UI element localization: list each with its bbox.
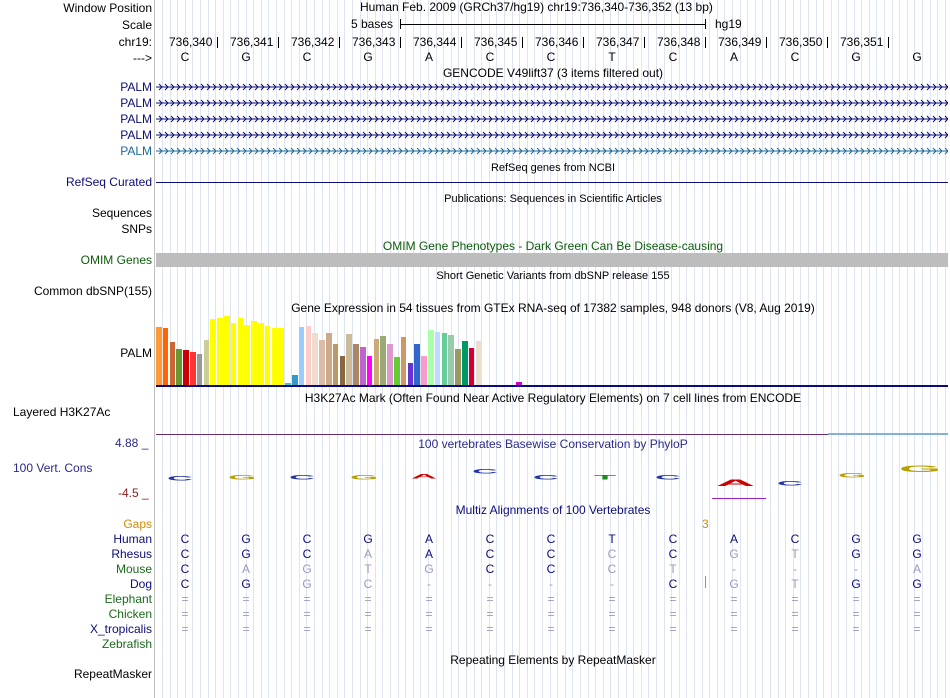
alignment-base: = (547, 607, 555, 621)
base-letter: G (241, 50, 251, 64)
refseq-track-label[interactable]: RefSeq Curated (65, 175, 152, 189)
omim-track-title: OMIM Gene Phenotypes - Dark Green Can Be Disease-causing (382, 239, 724, 253)
gencode-feature-line[interactable] (156, 98, 948, 108)
alignment-base: - (793, 562, 797, 576)
alignment-base: - (854, 562, 858, 576)
gtex-tissue-bar[interactable] (394, 357, 400, 385)
dbsnp-track-label[interactable]: Common dbSNP(155) (33, 284, 152, 298)
ruler-tick (827, 37, 828, 48)
ruler-coordinate: 736,342 (291, 35, 335, 49)
alignment-base: C (790, 532, 800, 546)
species-label-zebrafish: Zebrafish (101, 637, 152, 651)
gencode-feature-line[interactable] (156, 130, 948, 140)
alignment-base: A (424, 547, 433, 561)
gtex-tissue-bar[interactable] (176, 349, 182, 385)
cons-negative-marker (712, 498, 766, 499)
ruler-tick (400, 37, 401, 48)
species-label-mouse: Mouse (115, 562, 152, 576)
ruler-tick (217, 37, 218, 48)
alignment-base: T (364, 562, 372, 576)
alignment-base: C (302, 547, 312, 561)
alignment-base: G (851, 547, 861, 561)
gtex-tissue-bar[interactable] (435, 332, 441, 385)
alignment-base: C (485, 562, 495, 576)
scale-text: 5 bases (351, 17, 394, 31)
scale-label: Scale (121, 18, 152, 32)
gtex-tissue-bar[interactable] (421, 356, 427, 385)
alignment-base: = (852, 607, 860, 621)
alignment-base: = (181, 622, 189, 636)
conservation-glyph: C (777, 480, 804, 487)
gtex-tissue-bar[interactable] (224, 316, 230, 385)
gencode-track-label-5[interactable]: PALM (120, 144, 152, 158)
alignment-base: = (669, 607, 677, 621)
gtex-tissue-bar[interactable] (387, 344, 393, 385)
alignment-base: = (913, 622, 921, 636)
gtex-tissue-bar[interactable] (367, 356, 373, 385)
alignment-base: A (912, 562, 921, 576)
alignment-base: G (729, 577, 739, 591)
base-letter: G (851, 50, 861, 64)
alignment-base: C (607, 562, 617, 576)
omim-track-label[interactable]: OMIM Genes (80, 253, 152, 267)
scale-bar (400, 19, 706, 29)
ruler-coordinate: 736,349 (718, 35, 762, 49)
alignment-base: = (669, 592, 677, 606)
alignment-base: = (608, 607, 616, 621)
alignment-base: G (241, 577, 251, 591)
ruler-tick (278, 37, 279, 48)
alignment-base: = (364, 607, 372, 621)
alignment-base: G (241, 532, 251, 546)
species-label-elephant: Elephant (104, 592, 152, 606)
conservation-glyph: C (472, 468, 499, 475)
alignment-base: = (425, 607, 433, 621)
cons-track-title: 100 vertebrates Basewise Conservation by PhyloP (418, 437, 688, 451)
alignment-base: = (852, 622, 860, 636)
cons-min-label: -4.5 _ (118, 486, 149, 500)
ruler-tick (644, 37, 645, 48)
base-letter: C (180, 50, 190, 64)
gtex-tissue-bar[interactable] (306, 326, 312, 385)
gtex-tissue-bar[interactable] (353, 344, 359, 385)
gap-marker (705, 576, 706, 588)
gtex-tissue-bar[interactable] (244, 325, 250, 385)
scale-db-label: hg19 (715, 17, 742, 31)
gtex-tissue-bar[interactable] (292, 375, 298, 385)
alignment-base: G (302, 577, 312, 591)
gtex-tissue-bar[interactable] (340, 356, 346, 385)
alignment-base: = (181, 607, 189, 621)
conservation-glyph: C (655, 474, 682, 481)
ruler-coordinate: 736,351 (840, 35, 884, 49)
alignment-base: C (546, 532, 556, 546)
ruler-tick (339, 37, 340, 48)
gtex-tissue-bar[interactable] (442, 333, 448, 385)
alignment-base: T (791, 547, 799, 561)
base-letter: C (546, 50, 556, 64)
gtex-tissue-bar[interactable] (183, 350, 189, 385)
conservation-glyph: C (533, 474, 560, 481)
ruler-coordinate: 736,350 (779, 35, 823, 49)
alignment-base: G (851, 532, 861, 546)
ruler-tick (583, 37, 584, 48)
gencode-track-label-1[interactable]: PALM (120, 80, 152, 94)
h3k27ac-track-label[interactable]: Layered H3K27Ac (13, 405, 111, 419)
gtex-tissue-bar[interactable] (265, 326, 271, 385)
ruler-coordinate: 736,347 (596, 35, 640, 49)
alignment-base: = (242, 607, 250, 621)
alignment-base: T (669, 562, 677, 576)
sequences-track-label[interactable]: Sequences (91, 206, 152, 220)
alignment-base: C (363, 577, 373, 591)
gtex-tissue-bar[interactable] (238, 318, 244, 385)
alignment-base: = (547, 592, 555, 606)
gtex-tissue-bar[interactable] (469, 348, 475, 385)
gtex-tissue-bar[interactable] (204, 340, 210, 385)
label-divider (154, 0, 155, 698)
gaps-label: Gaps (123, 517, 152, 531)
gtex-tissue-bar[interactable] (217, 318, 223, 385)
species-label-dog: Dog (129, 577, 152, 591)
alignment-base: = (486, 592, 494, 606)
gtex-tissue-bar[interactable] (272, 328, 278, 385)
alignment-base: = (303, 592, 311, 606)
gtex-tissue-bar[interactable] (346, 334, 352, 385)
alignment-base: A (729, 532, 738, 546)
gtex-tissue-bar[interactable] (428, 330, 434, 385)
gtex-tissue-bar[interactable] (333, 344, 339, 385)
alignment-base: = (364, 622, 372, 636)
species-label-rhesus: Rhesus (111, 547, 152, 561)
alignment-base: G (241, 547, 251, 561)
alignment-base: = (791, 592, 799, 606)
snps-track-label[interactable]: SNPs (121, 222, 152, 236)
alignment-base: = (791, 607, 799, 621)
alignment-base: = (486, 622, 494, 636)
ruler-coordinate: 736,343 (352, 35, 396, 49)
gtex-tissue-bar[interactable] (319, 340, 325, 385)
alignment-base: = (364, 592, 372, 606)
alignment-base: T (791, 577, 799, 591)
conservation-glyph: A (411, 473, 438, 480)
base-letter: G (912, 50, 922, 64)
base-letter: G (363, 50, 373, 64)
alignment-base: - (610, 577, 614, 591)
ruler-tick (705, 37, 706, 48)
gencode-track-title: GENCODE V49lift37 (3 items filtered out) (442, 66, 664, 80)
alignment-base: G (912, 532, 922, 546)
base-letter: A (729, 50, 738, 64)
alignment-base: C (546, 562, 556, 576)
alignment-base: - (427, 577, 431, 591)
gencode-feature-line[interactable] (156, 114, 948, 124)
gtex-tissue-bar[interactable] (476, 341, 482, 385)
species-label-xtropicalis: X_tropicalis (89, 622, 152, 636)
assembly-position-text: Human Feb. 2009 (GRCh37/hg19) chr19:736,340-736,352 (13 bp) (360, 0, 713, 14)
base-letter: A (424, 50, 433, 64)
ruler-coordinate: 736,341 (230, 35, 274, 49)
repeatmasker-track-label[interactable]: RepeatMasker (73, 667, 152, 681)
alignment-base: C (180, 532, 190, 546)
base-letter: T (608, 50, 616, 64)
alignment-base: - (549, 577, 553, 591)
conservation-glyph: C (289, 474, 316, 481)
alignment-base: - (732, 562, 736, 576)
alignment-base: C (485, 547, 495, 561)
gtex-tissue-bar[interactable] (401, 337, 407, 385)
alignment-base: G (363, 532, 373, 546)
base-letter: C (668, 50, 678, 64)
gtex-track-title: Gene Expression in 54 tissues from GTEx RNA-seq of 17382 samples, 948 donors (V8, Aug 2019) (291, 301, 815, 315)
alignment-base: C (607, 547, 617, 561)
alignment-base: = (791, 622, 799, 636)
gtex-baseline (156, 385, 948, 387)
alignment-base: = (913, 607, 921, 621)
alignment-base: - (488, 577, 492, 591)
conservation-glyph: C (167, 475, 194, 482)
strand-label: ---> (133, 51, 152, 65)
gtex-tissue-bar[interactable] (258, 323, 264, 385)
gtex-tissue-bar[interactable] (278, 328, 284, 385)
gtex-tissue-bar[interactable] (408, 363, 414, 385)
alignment-base: = (669, 622, 677, 636)
ruler-coordinate: 736,348 (657, 35, 701, 49)
alignment-base: = (852, 592, 860, 606)
alignment-base: C (668, 532, 678, 546)
conservation-glyph: G (899, 464, 942, 474)
alignment-base: A (241, 562, 250, 576)
alignment-base: G (729, 547, 739, 561)
refseq-feature-line[interactable] (156, 182, 948, 183)
h3k27ac-track-title: H3K27Ac Mark (Often Found Near Active Regulatory Elements) on 7 cell lines from ENCODE (304, 391, 802, 405)
alignment-base: = (730, 592, 738, 606)
gencode-feature-line[interactable] (156, 82, 948, 92)
ruler-coordinate: 736,344 (413, 35, 457, 49)
alignment-base: G (912, 547, 922, 561)
omim-feature-bar[interactable] (156, 253, 948, 267)
cons-track-label[interactable]: 100 Vert. Cons (13, 461, 93, 475)
cons-max-label: 4.88 _ (115, 436, 149, 450)
conservation-glyph: G (838, 472, 867, 479)
ruler-coordinate: 736,340 (169, 35, 213, 49)
gtex-tissue-bar[interactable] (374, 339, 380, 385)
gtex-tissue-bar[interactable] (299, 327, 305, 385)
gtex-tissue-bar[interactable] (326, 333, 332, 385)
gtex-tissue-bar[interactable] (170, 342, 176, 385)
ruler-tick (766, 37, 767, 48)
alignment-base: = (425, 622, 433, 636)
gtex-tissue-bar[interactable] (380, 336, 386, 385)
alignment-base: G (912, 577, 922, 591)
alignment-base: C (668, 577, 678, 591)
alignment-base: C (668, 547, 678, 561)
base-letter: C (485, 50, 495, 64)
gap-count: 3 (702, 517, 709, 531)
repeatmasker-track-title: Repeating Elements by RepeatMasker (450, 653, 656, 667)
gtex-tissue-bar[interactable] (448, 335, 454, 385)
alignment-base: = (181, 592, 189, 606)
gtex-track-label[interactable]: PALM (120, 346, 152, 360)
multiz-track-title: Multiz Alignments of 100 Vertebrates (455, 503, 651, 517)
conservation-glyph: G (350, 474, 379, 481)
alignment-base: G (851, 577, 861, 591)
alignment-base: = (486, 607, 494, 621)
conservation-glyph: G (228, 474, 257, 481)
alignment-base: A (424, 532, 433, 546)
gtex-tissue-bar[interactable] (156, 327, 162, 385)
gtex-tissue-bar[interactable] (251, 321, 257, 385)
window-position-label: Window Position (63, 1, 152, 15)
gencode-track-label-4[interactable]: PALM (120, 128, 152, 142)
alignment-base: C (180, 547, 190, 561)
gtex-tissue-bar[interactable] (455, 349, 461, 385)
gtex-tissue-bar[interactable] (231, 323, 237, 385)
alignment-base: C (546, 547, 556, 561)
base-letter: C (790, 50, 800, 64)
gencode-track-label-3[interactable]: PALM (120, 112, 152, 126)
base-letter: C (302, 50, 312, 64)
gtex-tissue-bar[interactable] (163, 328, 169, 385)
gtex-tissue-bar[interactable] (197, 354, 203, 385)
gtex-tissue-bar[interactable] (462, 341, 468, 385)
alignment-base: = (303, 622, 311, 636)
alignment-base: = (242, 592, 250, 606)
alignment-base: = (242, 622, 250, 636)
gtex-tissue-bar[interactable] (210, 319, 216, 385)
ruler-tick (888, 37, 889, 48)
gencode-track-label-2[interactable]: PALM (120, 96, 152, 110)
gtex-tissue-bar[interactable] (312, 333, 318, 385)
ruler-coordinate: 736,345 (474, 35, 518, 49)
alignment-base: = (303, 607, 311, 621)
publications-track-title: Publications: Sequences in Scientific Articles (444, 193, 662, 205)
h3k27ac-signal-line-high (828, 433, 948, 435)
gtex-tissue-bar[interactable] (414, 344, 420, 385)
alignment-base: = (608, 622, 616, 636)
alignment-base: G (424, 562, 434, 576)
alignment-base: C (180, 562, 190, 576)
alignment-base: C (485, 532, 495, 546)
alignment-base: T (608, 532, 616, 546)
alignment-base: = (547, 622, 555, 636)
alignment-base: C (302, 532, 312, 546)
alignment-base: C (180, 577, 190, 591)
alignment-base: = (425, 592, 433, 606)
conservation-glyph: T (594, 474, 617, 481)
refseq-track-title: RefSeq genes from NCBI (490, 162, 616, 174)
alignment-base: = (913, 592, 921, 606)
ruler-tick (522, 37, 523, 48)
alignment-base: = (608, 592, 616, 606)
chrom-label: chr19: (118, 35, 152, 49)
alignment-base: A (363, 547, 372, 561)
conservation-glyph: A (716, 478, 755, 488)
gencode-feature-line[interactable] (156, 146, 948, 156)
gtex-tissue-bar[interactable] (190, 352, 196, 385)
gtex-tissue-bar[interactable] (360, 347, 366, 385)
dbsnp-track-title: Short Genetic Variants from dbSNP release 155 (436, 270, 670, 282)
h3k27ac-signal-line (156, 434, 828, 435)
alignment-base: = (730, 622, 738, 636)
alignment-base: G (302, 562, 312, 576)
species-label-human: Human (113, 532, 152, 546)
ruler-coordinate: 736,346 (535, 35, 579, 49)
ruler-tick (461, 37, 462, 48)
alignment-base: = (730, 607, 738, 621)
species-label-chicken: Chicken (108, 607, 152, 621)
